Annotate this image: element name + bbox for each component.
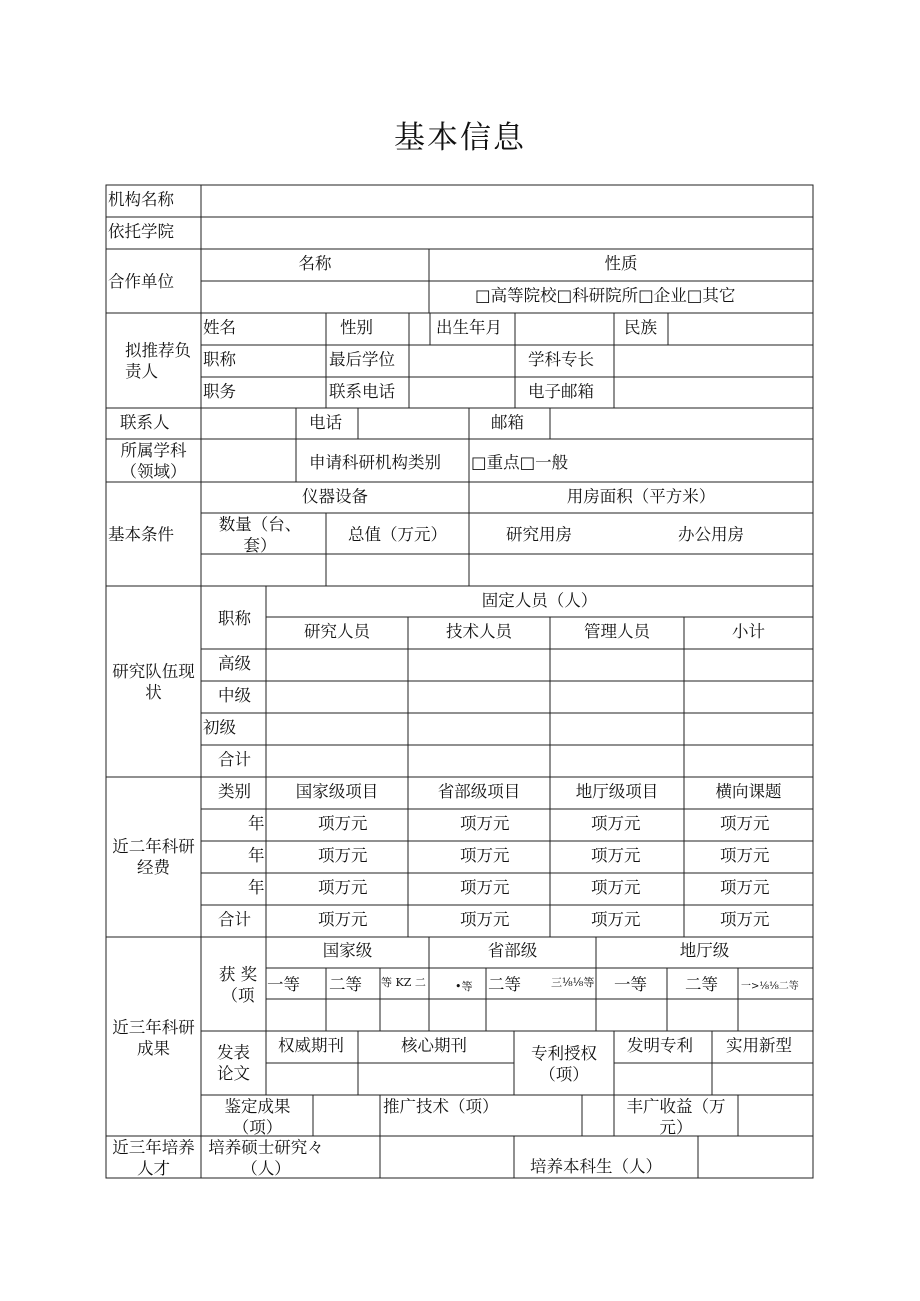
funding-col-national: 国家级项目 xyxy=(295,782,379,801)
team-row-senior: 高级 xyxy=(218,654,251,673)
office-room-label: 办公用房 xyxy=(678,525,744,544)
core-journal-label: 核心期刊 xyxy=(401,1036,467,1055)
org-name-label: 机构名称 xyxy=(108,190,174,209)
promotion-label: 推广技术（项） xyxy=(383,1097,499,1116)
team-row-total: 合计 xyxy=(218,750,251,769)
funding-category-col: 类别 xyxy=(218,782,251,801)
funding-row-year-1: 年 xyxy=(248,814,265,833)
award-level-provincial: 省部级 xyxy=(487,941,538,960)
funding-label: 近二年科研经费 xyxy=(112,837,195,877)
funding-col-horizontal: 横向课题 xyxy=(715,782,782,801)
qty-label: 数量（台、套） xyxy=(218,515,302,555)
page-title: 基本信息 xyxy=(394,120,526,156)
award-level-national: 国家级 xyxy=(322,941,373,960)
award-level-municipal: 地厅级 xyxy=(679,941,730,960)
team-row-junior: 初级 xyxy=(203,718,236,737)
grade-cell: 二等 xyxy=(329,975,362,994)
equipment-header: 仪器设备 xyxy=(302,487,368,506)
team-col-tech: 技术人员 xyxy=(446,622,512,641)
leader-email-label: 电子邮箱 xyxy=(528,382,594,401)
value-label: 总值（万元） xyxy=(348,525,447,544)
talent-label: 近三年培养人才 xyxy=(112,1138,195,1178)
invention-patent-label: 发明专利 xyxy=(627,1036,693,1055)
authority-journal-label: 权威期刊 xyxy=(278,1036,344,1055)
results-label: 近三年科研成果 xyxy=(112,1018,195,1058)
funding-cell: 项万元 xyxy=(591,846,641,865)
partner-type-header: 性质 xyxy=(604,254,638,273)
leader-section-label: 拟推荐负责人 xyxy=(125,341,191,381)
funding-cell: 项万元 xyxy=(460,910,510,929)
funding-cell: 项万元 xyxy=(460,878,510,897)
partner-label: 合作单位 xyxy=(108,272,174,291)
funding-cell: 项万元 xyxy=(460,846,510,865)
team-col-research: 研究人员 xyxy=(304,622,370,641)
discipline-label: 所属学科（领域） xyxy=(120,441,187,481)
grade-cell: 等 KZ 二 xyxy=(381,976,426,989)
leader-phone-label: 联系电话 xyxy=(329,382,395,401)
funding-cell: 项万元 xyxy=(318,910,368,929)
grade-cell: •等 xyxy=(455,980,473,993)
funding-row-total: 合计 xyxy=(218,910,251,929)
papers-label: 发表论文 xyxy=(217,1043,250,1083)
patent-label: 专利授权（项） xyxy=(531,1044,597,1084)
team-row-middle: 中级 xyxy=(218,686,251,705)
conditions-label: 基本条件 xyxy=(108,525,174,544)
master-label: 培养硕士研究々（人） xyxy=(208,1138,324,1178)
birth-label: 出生年月 xyxy=(436,318,502,337)
funding-col-provincial: 省部级项目 xyxy=(437,782,521,801)
team-title-col: 职称 xyxy=(218,609,251,628)
partner-name-header: 名称 xyxy=(298,254,332,273)
grade-cell: 一等 xyxy=(267,975,300,994)
category-options[interactable]: □重点□一般 xyxy=(471,453,569,472)
grade-cell: 二等 xyxy=(685,975,718,994)
fixed-staff-header: 固定人员（人） xyxy=(481,591,598,610)
leader-title-label: 职称 xyxy=(203,350,236,369)
ethnic-label: 民族 xyxy=(624,318,657,337)
contact-phone-label: 电话 xyxy=(309,413,342,432)
funding-cell: 项万元 xyxy=(720,846,770,865)
funding-row-year-2: 年 xyxy=(248,846,265,865)
grade-cell: 二等 xyxy=(488,975,521,994)
funding-row-year-3: 年 xyxy=(248,878,265,897)
funding-cell: 项万元 xyxy=(591,878,641,897)
funding-cell: 项万元 xyxy=(591,910,641,929)
contact-label: 联系人 xyxy=(120,413,170,432)
degree-label: 最后学位 xyxy=(329,350,395,369)
leader-name-label: 姓名 xyxy=(203,318,236,337)
grade-cell: 一等 xyxy=(614,975,647,994)
income-label: 丰广收益（万元） xyxy=(626,1097,726,1137)
position-label: 职务 xyxy=(203,382,236,401)
college-label: 依托学院 xyxy=(108,222,174,241)
funding-cell: 项万元 xyxy=(318,846,368,865)
funding-cell: 项万元 xyxy=(318,878,368,897)
area-header: 用房面积（平方米） xyxy=(566,487,716,506)
grade-cell: 一>⅛⅛二等 xyxy=(741,981,799,992)
funding-col-municipal: 地厅级项目 xyxy=(575,782,659,801)
utility-model-label: 实用新型 xyxy=(726,1036,792,1055)
partner-type-options[interactable]: □高等院校□科研院所□企业□其它 xyxy=(475,286,736,305)
gender-label: 性别 xyxy=(340,318,373,337)
funding-cell: 项万元 xyxy=(720,878,770,897)
funding-cell: 项万元 xyxy=(591,814,641,833)
grade-cell: 三⅛⅛等 xyxy=(551,976,595,989)
team-col-subtotal: 小计 xyxy=(732,622,765,641)
team-label: 研究队伍现状 xyxy=(112,662,195,702)
funding-cell: 项万元 xyxy=(720,910,770,929)
funding-cell: 项万元 xyxy=(720,814,770,833)
specialty-label: 学科专长 xyxy=(528,350,594,369)
team-col-manage: 管理人员 xyxy=(584,622,650,641)
funding-cell: 项万元 xyxy=(318,814,368,833)
appraisal-label: 鉴定成果（项） xyxy=(224,1097,291,1137)
category-label: 申请科研机构类别 xyxy=(309,453,441,472)
research-room-label: 研究用房 xyxy=(506,525,572,544)
undergrad-label: 培养本科生（人） xyxy=(530,1157,662,1176)
contact-email-label: 邮箱 xyxy=(491,413,524,432)
award-label: 获 奖（项 xyxy=(218,965,258,1005)
funding-cell: 项万元 xyxy=(460,814,510,833)
